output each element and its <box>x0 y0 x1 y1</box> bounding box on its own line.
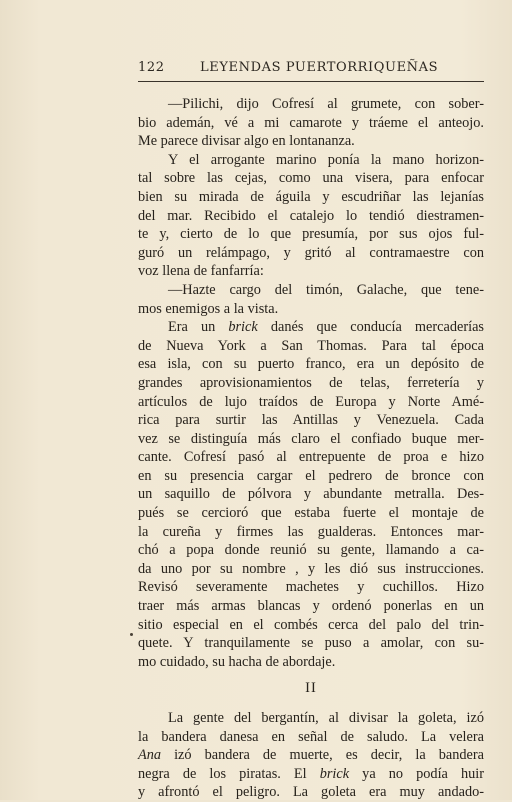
text-line <box>138 318 484 337</box>
text-line: Me parece divisar algo en lontananza. <box>138 133 355 150</box>
text-line: del mar. Recibido el catalejo lo tendió diestramen- <box>138 207 484 224</box>
page-header <box>138 60 488 80</box>
text-line: sitio especial en el combés cerca del palo del trin- <box>138 616 484 633</box>
section-number: II <box>305 680 317 697</box>
body-text <box>138 95 484 802</box>
text-line: te y, cierto de lo que presumía, por sus ojos ful- <box>138 226 484 243</box>
text-line: esa isla, con su puerto franco, era un depósito de <box>138 356 484 373</box>
text-line: bio ademán, vé a mi camarote y tráeme el anteojo. <box>138 114 484 131</box>
text-line: guró un relámpago, y gritó al contramaestre con <box>138 244 484 261</box>
text-line: artículos de lujo traídos de Europa y Norte Amé- <box>138 393 484 410</box>
text-line: la bandera danesa en señal de saludo. La velera <box>138 728 484 745</box>
text-line <box>138 765 484 784</box>
text-line: Revisó severamente machetes y cuchillos. Hizo <box>138 579 484 596</box>
text-fragment: izó bandera de muerte, es decir, la bandera <box>161 747 484 764</box>
text-line: un saquillo de pólvora y abundante metralla. Des- <box>138 486 484 503</box>
text-line: la cureña y firmes las gualderas. Entonces mar- <box>138 523 484 540</box>
text-line: Y el arrogante marino ponía la mano horizon- <box>168 151 484 168</box>
text-line: tal sobre las cejas, como una visera, para enfocar <box>138 170 484 187</box>
header-rule <box>138 81 484 82</box>
stray-print-mark <box>130 633 133 636</box>
text-line: La gente del bergantín, al divisar la goleta, izó <box>168 710 484 726</box>
text-line: pués se cercioró que estaba fuerte el montaje de <box>138 505 484 522</box>
text-line: traer más armas blancas y ordenó ponerlas en un <box>138 598 484 615</box>
text-line: mo cuidado, su hacha de abordaje. <box>138 653 336 670</box>
text-line: grandes aprovisionamientos de telas, ferretería y <box>138 374 484 391</box>
italic-word: brick <box>319 765 350 782</box>
text-line: cante. Cofresí pasó al entrepuente de proa e hizo <box>138 449 484 466</box>
text-line: quete. Y tranquilamente se puso a amolar, con su- <box>138 635 484 652</box>
text-line: —Hazte cargo del timón, Galache, que tene- <box>168 281 484 298</box>
text-line <box>138 746 484 765</box>
text-line: bien su mirada de águila y escudriñar las lejanías <box>138 188 484 205</box>
text-line: de Nueva York a San Thomas. Para tal época <box>138 337 484 354</box>
text-line: vez se distinguía más claro el confiado buque mer- <box>138 430 484 447</box>
text-line: rica para surtir las Antillas y Venezuela. Cada <box>138 412 484 429</box>
text-line: en su presencia cargar el pedrero de bronce con <box>138 467 484 484</box>
text-fragment: negra de los piratas. El <box>138 765 320 782</box>
text-fragment: Era un <box>168 319 229 336</box>
text-line: chó a popa donde reunió su gente, llamando a ca- <box>138 542 484 559</box>
text-fragment: ya no podía huir <box>349 765 485 782</box>
text-line: y afrontó el peligro. La goleta era muy andado- <box>138 784 484 801</box>
text-line: voz llena de fanfarría: <box>138 263 264 280</box>
text-line: mos enemigos a la vista. <box>138 300 279 317</box>
text-line: —Pilichi, dijo Cofresí al grumete, con sober- <box>168 96 484 112</box>
page-number: 122 <box>138 60 165 75</box>
text-line: da uno por su nombre , y les dió sus instrucciones. <box>138 560 484 577</box>
italic-word: Ana <box>138 747 162 764</box>
italic-word: brick <box>228 319 258 336</box>
running-title: LEYENDAS PUERTORRIQUEÑAS <box>200 60 439 75</box>
text-fragment: danés que conducía mercaderías <box>257 319 484 336</box>
